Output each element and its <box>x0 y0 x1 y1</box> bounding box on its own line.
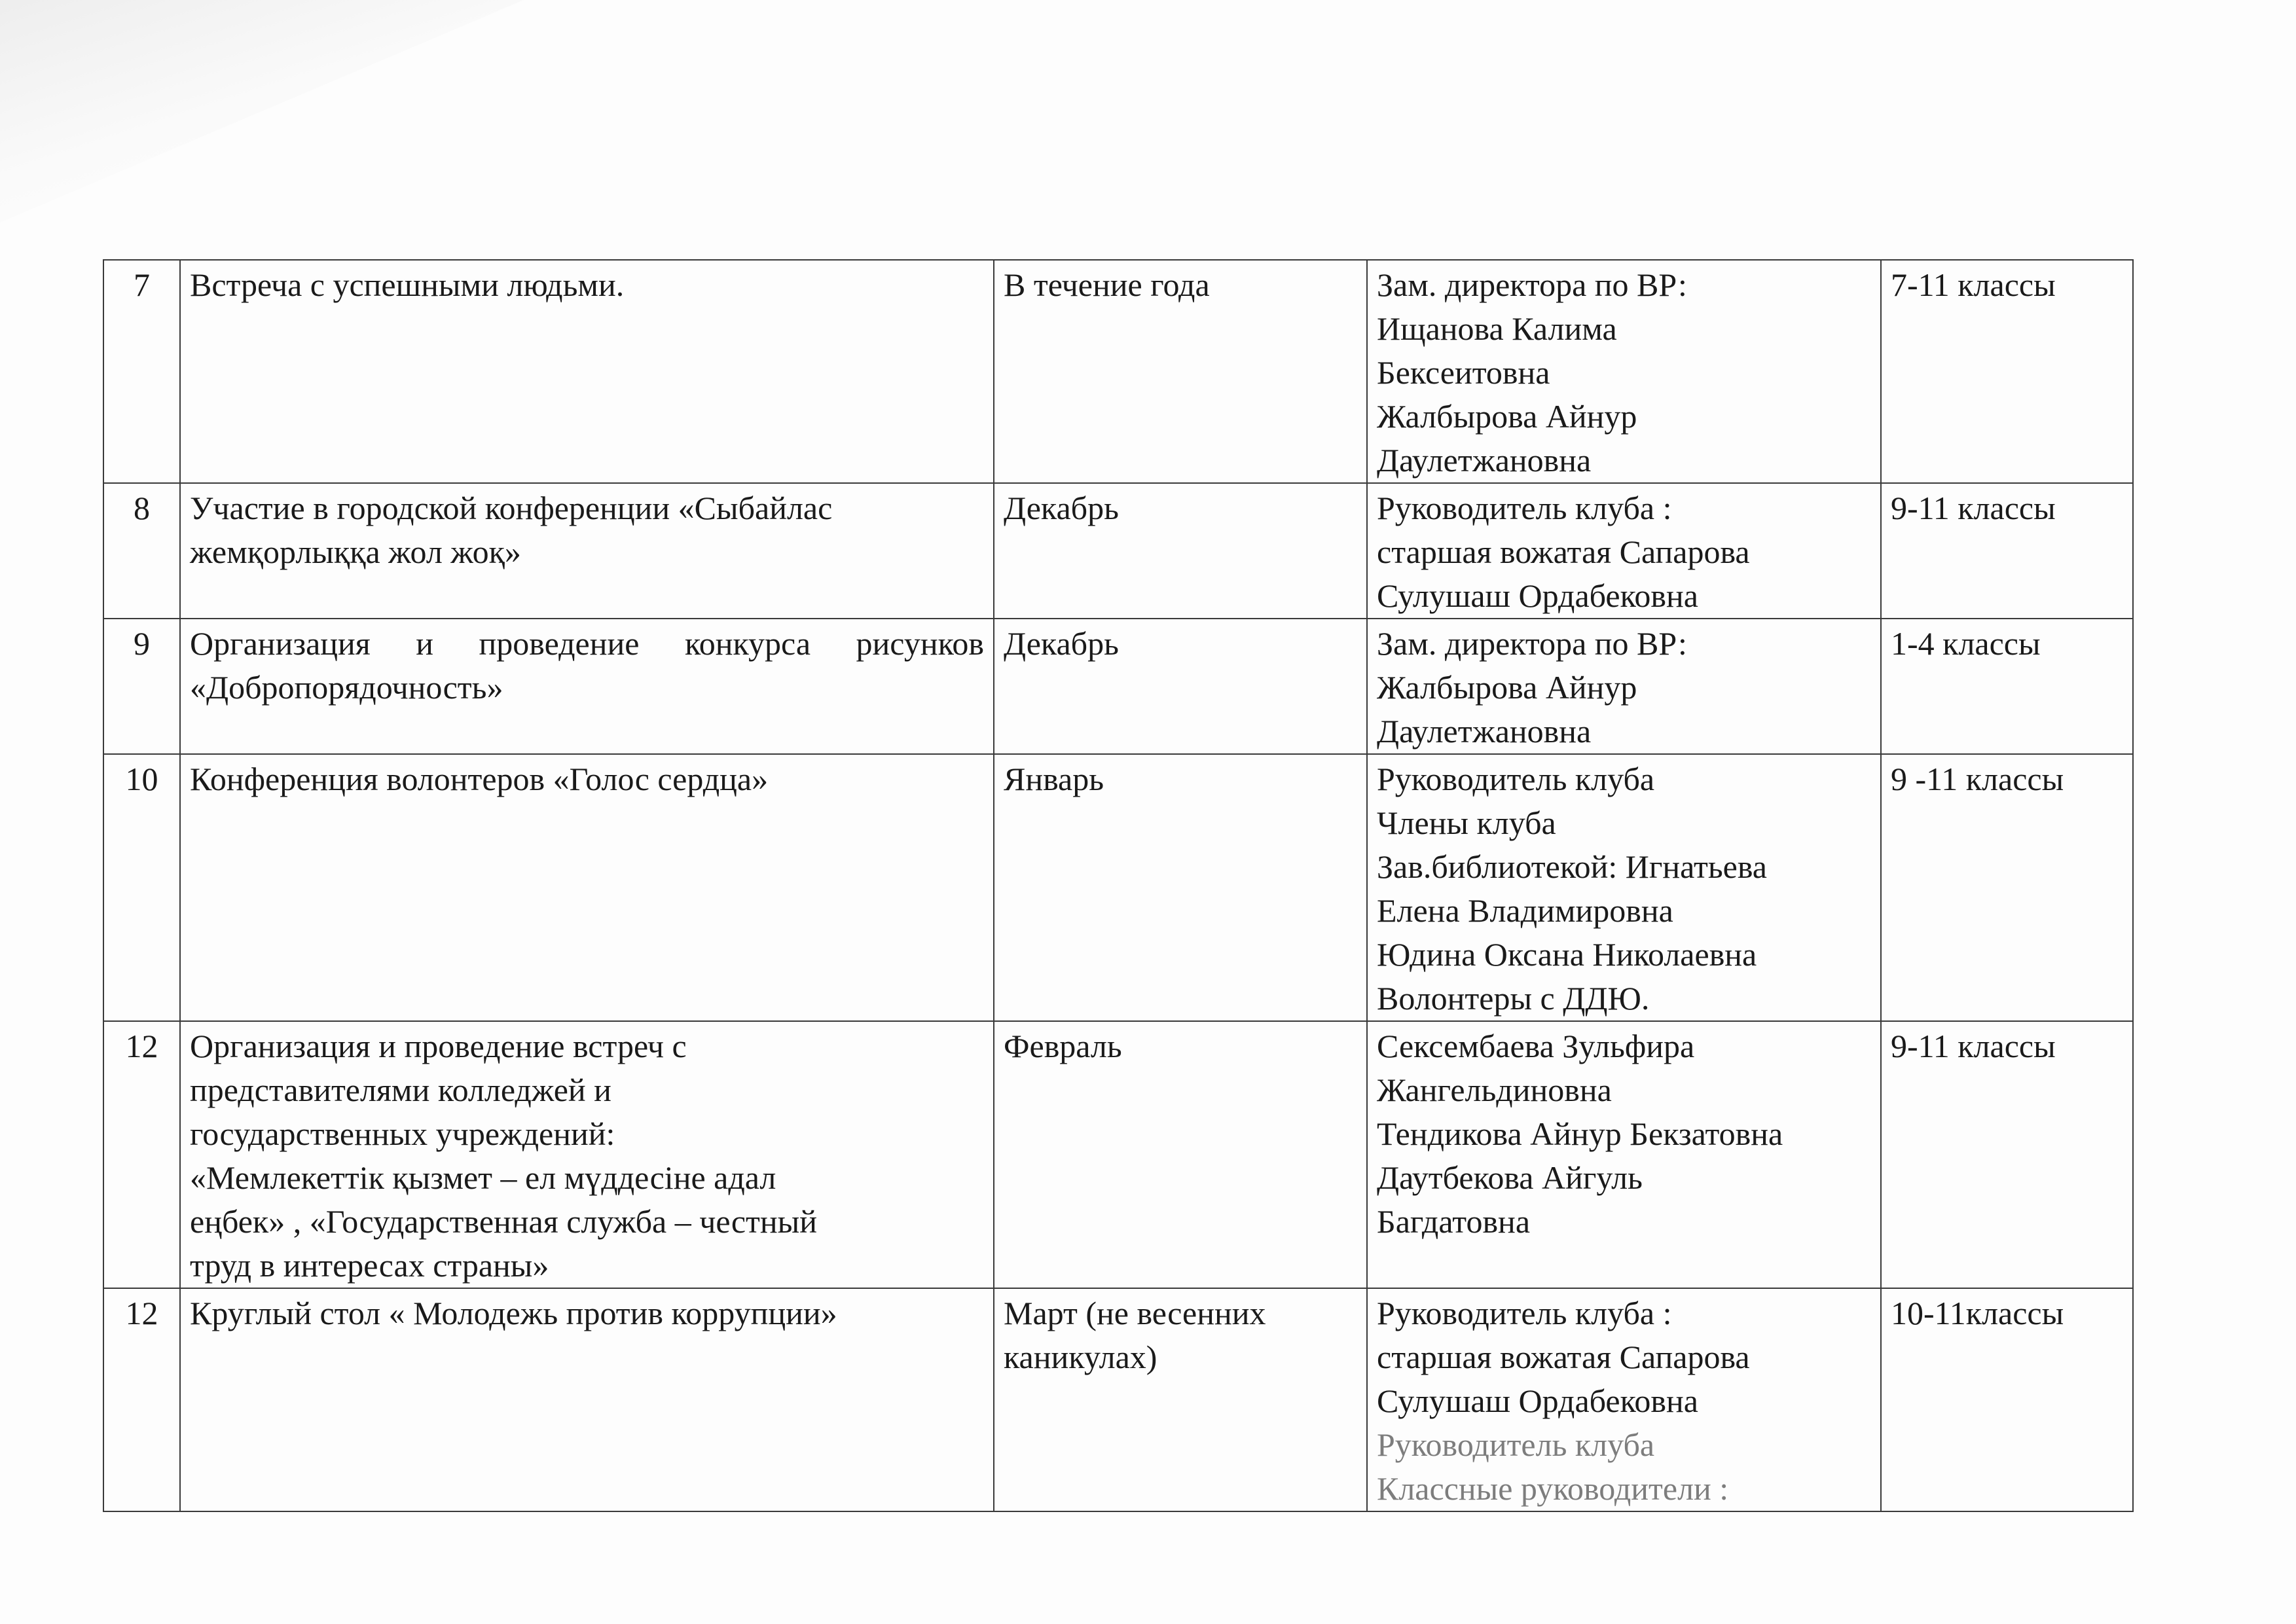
table-row <box>103 754 2133 1021</box>
event-line: Встреча с успешными людьми. <box>190 266 625 303</box>
scan-shadow <box>0 0 524 223</box>
table-row <box>103 260 2133 483</box>
event-word: Организация <box>190 625 371 662</box>
responsible-line: Сексембаева Зульфира <box>1377 1028 1695 1064</box>
responsible-line: Волонтеры с ДДЮ. <box>1377 980 1650 1017</box>
row-number: 12 <box>103 1288 180 1511</box>
event-line: «Добропорядочность» <box>190 669 503 706</box>
event-line: Участие в городской конференции «Сыбайлас <box>190 490 833 526</box>
responsible-line: Сулушаш Ордабековна <box>1377 1382 1698 1419</box>
responsible-line: Жалбырова Айнур <box>1377 398 1637 435</box>
event-line: Организация и проведение встреч с <box>190 1028 687 1064</box>
event-line: Конференция волонтеров «Голос сердца» <box>190 761 769 797</box>
responsible-line: Багдатовна <box>1377 1203 1531 1240</box>
audience-cell: 9-11 классы <box>1881 483 2133 619</box>
period-cell <box>994 1021 1367 1288</box>
period-line: Февраль <box>1004 1028 1122 1064</box>
table-row <box>103 619 2133 754</box>
event-cell <box>180 754 994 1021</box>
event-line: представителями колледжей и <box>190 1072 611 1108</box>
responsible-line: старшая вожатая Сапарова <box>1377 1339 1750 1375</box>
event-cell <box>180 1021 994 1288</box>
event-word: и <box>416 625 434 662</box>
row-number: 8 <box>103 483 180 619</box>
event-cell <box>180 260 994 483</box>
responsible-line: Даулетжановна <box>1377 713 1592 749</box>
audience-cell: 9 -11 классы <box>1881 754 2133 1021</box>
period-cell <box>994 483 1367 619</box>
event-line: еңбек» , «Государственная служба – честный <box>190 1203 817 1240</box>
responsible-cell <box>1367 483 1881 619</box>
period-line: Март (не весенних <box>1004 1295 1266 1331</box>
responsible-line: Елена Владимировна <box>1377 892 1673 929</box>
audience-cell: 7-11 классы <box>1881 260 2133 483</box>
responsible-line: Руководитель клуба : <box>1377 490 1672 526</box>
event-cell <box>180 483 994 619</box>
responsible-line-faded: Руководитель клуба <box>1377 1426 1655 1463</box>
responsible-line: Руководитель клуба <box>1377 761 1655 797</box>
responsible-line: Тендикова Айнур Бекзатовна <box>1377 1115 1783 1152</box>
event-line: жемқорлыққа жол жоқ» <box>190 533 521 570</box>
responsible-line: Жалбырова Айнур <box>1377 669 1637 706</box>
responsible-line: Бексеитовна <box>1377 354 1550 391</box>
responsible-line: Зам. директора по ВР: <box>1377 625 1687 662</box>
responsible-line: Руководитель клуба : <box>1377 1295 1672 1331</box>
responsible-cell <box>1367 1288 1881 1511</box>
table-row <box>103 1288 2133 1511</box>
event-word: конкурса <box>684 625 811 662</box>
row-number: 9 <box>103 619 180 754</box>
audience-cell: 10-11классы <box>1881 1288 2133 1511</box>
event-word: рисунков <box>856 625 984 662</box>
period-cell <box>994 619 1367 754</box>
event-cell <box>180 619 994 754</box>
row-number: 10 <box>103 754 180 1021</box>
period-cell <box>994 754 1367 1021</box>
events-table <box>103 259 2134 1512</box>
audience-cell: 9-11 классы <box>1881 1021 2133 1288</box>
responsible-line: старшая вожатая Сапарова <box>1377 533 1750 570</box>
event-cell <box>180 1288 994 1511</box>
row-number: 7 <box>103 260 180 483</box>
period-cell <box>994 1288 1367 1511</box>
audience-cell: 1-4 классы <box>1881 619 2133 754</box>
responsible-cell <box>1367 1021 1881 1288</box>
period-line: Январь <box>1004 761 1104 797</box>
responsible-line: Члены клуба <box>1377 804 1556 841</box>
period-line: В течение года <box>1004 266 1210 303</box>
row-number: 12 <box>103 1021 180 1288</box>
event-line: труд в интересах страны» <box>190 1247 549 1284</box>
period-line: Декабрь <box>1004 490 1119 526</box>
responsible-line: Юдина Оксана Николаевна <box>1377 936 1757 973</box>
responsible-line: Жангельдиновна <box>1377 1072 1612 1108</box>
table-row <box>103 483 2133 619</box>
responsible-line: Зам. директора по ВР: <box>1377 266 1687 303</box>
responsible-line: Даутбекова Айгуль <box>1377 1159 1643 1196</box>
period-line: каникулах) <box>1004 1339 1157 1375</box>
event-line: Круглый стол « Молодежь против коррупции» <box>190 1295 837 1331</box>
event-line: государственных учреждений: <box>190 1115 615 1152</box>
responsible-cell <box>1367 619 1881 754</box>
event-line-justified <box>190 622 984 666</box>
responsible-line: Сулушаш Ордабековна <box>1377 577 1698 614</box>
responsible-cell <box>1367 754 1881 1021</box>
responsible-line: Зав.библиотекой: Игнатьева <box>1377 848 1767 885</box>
period-line: Декабрь <box>1004 625 1119 662</box>
event-line: «Мемлекеттік қызмет – ел мүддесіне адал <box>190 1159 776 1196</box>
responsible-line: Ищанова Калима <box>1377 310 1617 347</box>
period-cell <box>994 260 1367 483</box>
responsible-line-faded: Классные руководители : <box>1377 1470 1729 1507</box>
table-row <box>103 1021 2133 1288</box>
responsible-line: Даулетжановна <box>1377 442 1592 478</box>
event-word: проведение <box>479 625 640 662</box>
responsible-cell <box>1367 260 1881 483</box>
